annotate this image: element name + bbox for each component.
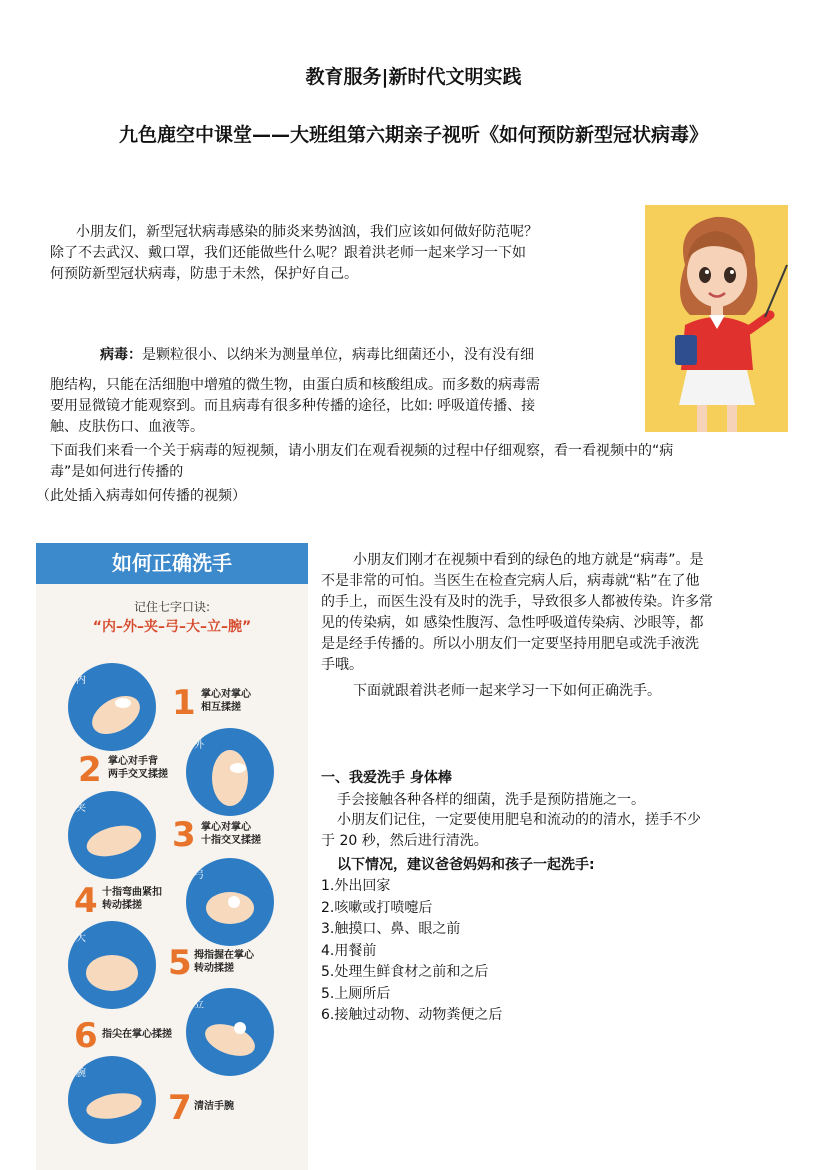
- step-text-line: 转动揉搓: [102, 900, 142, 911]
- list-item: 6.接触过动物、动物粪便之后: [321, 1007, 503, 1023]
- step-2-text: [108, 755, 168, 781]
- step-6-hands-image: [186, 988, 274, 1076]
- step-text-line: 十指弯曲紧扣: [102, 887, 162, 898]
- list-item: 4.用餐前: [321, 942, 377, 959]
- step-label: 大: [76, 933, 86, 944]
- section-subheading: 以下情况，建议爸爸妈妈和孩子一起洗手:: [337, 857, 595, 873]
- page-subtitle: 九色鹿空中课堂——大班组第六期亲子视听《如何预防新型冠状病毒》: [118, 124, 708, 146]
- intro-paragraph: [50, 222, 635, 285]
- step-text-line: 掌心对掌心: [201, 822, 251, 833]
- video-line: 毒”是如何进行传播的: [50, 464, 184, 480]
- step-1-text: [201, 688, 251, 714]
- section-paragraph: [321, 810, 777, 852]
- handwash-lead-in: 下面就跟着洪老师一起来学习一下如何正确洗手。: [353, 683, 661, 699]
- handwash-intro-paragraph: [321, 550, 777, 676]
- step-text-line: 掌心对手背: [108, 756, 158, 767]
- step-2-number: 2: [78, 750, 102, 790]
- step-text-line: 十指交叉揉搓: [201, 835, 261, 846]
- step-4-hands-image: [186, 858, 274, 946]
- section-title: 一、我爱洗手 身体棒: [321, 770, 452, 786]
- video-placeholder-note: （此处插入病毒如何传播的视频）: [36, 488, 246, 504]
- virus-line: 要用显微镜才能观察到。而且病毒有很多种传播的途径，比如: 呼吸道传播、接: [50, 398, 536, 414]
- step-7-text: 清洁手腕: [194, 1101, 234, 1112]
- step-label: 立: [194, 1000, 204, 1011]
- para-line: 小朋友们刚才在视频中看到的绿色的地方就是“病毒”。是: [353, 552, 704, 568]
- handwash-infographic: [36, 543, 308, 1170]
- page-title: 教育服务|新时代文明实践: [305, 66, 522, 88]
- step-label: 弓: [194, 870, 204, 881]
- list-item: 5.处理生鲜食材之前和之后: [321, 964, 489, 980]
- step-text-line: 拇指握在掌心: [194, 950, 254, 961]
- list-item: 2.咳嗽或打喷嚏后: [321, 899, 433, 916]
- handwash-slogan: “内–外–夹–弓–大–立–腕”: [92, 619, 252, 635]
- para-line: 小朋友们记住，一定要使用肥皂和流动的的清水，搓手不少: [337, 812, 701, 828]
- list-item: 3.触摸口、鼻、眼之前: [321, 921, 461, 937]
- step-7-hands-image: [68, 1056, 156, 1144]
- virus-line: 胞结构，只能在活细胞中增殖的微生物，由蛋白质和核酸组成。而多数的病毒需: [50, 377, 540, 393]
- virus-definition: [50, 344, 635, 438]
- step-label: 内: [76, 675, 86, 686]
- step-5-hands-image: [68, 921, 156, 1009]
- virus-first-line: [50, 344, 635, 366]
- virus-def: 是颗粒很小、以纳米为测量单位，病毒比细菌还小，没有没有细: [142, 347, 534, 363]
- handwash-occasions-list: [321, 876, 502, 1027]
- intro-line: 除了不去武汉、戴口罩，我们还能做些什么呢？跟着洪老师一起来学习一下如: [50, 245, 526, 261]
- virus-line: 触、皮肤伤口、血液等。: [50, 419, 204, 435]
- para-line: 手哦。: [321, 657, 363, 673]
- step-label: 外: [194, 740, 204, 751]
- step-5-number: 5: [168, 943, 192, 983]
- step-4-number: 4: [74, 881, 98, 921]
- step-6-number: 6: [74, 1016, 98, 1056]
- para-line: 于 20 秒，然后进行清洗。: [321, 833, 488, 849]
- step-text-line: 掌心对掌心: [201, 689, 251, 700]
- handwash-heading: 如何正确洗手: [36, 543, 308, 584]
- para-line: 是是经手传播的。所以小朋友们一定要坚持用肥皂或洗手液洗: [321, 636, 699, 652]
- video-line: 下面我们来看一个关于病毒的短视频，请小朋友们在观看视频的过程中仔细观察，看一看视频中的“病: [50, 443, 674, 459]
- para-line: 的手上，而医生没有及时的洗手，导致很多人都被传染。许多常: [321, 594, 713, 610]
- step-3-hands-image: [68, 791, 156, 879]
- handwash-subheading: 记住七字口诀:: [133, 600, 211, 614]
- video-intro: [50, 441, 780, 483]
- para-line: 见的传染病，如 感染性腹泻、急性呼吸道传染病、沙眼等，都: [321, 615, 704, 631]
- step-1-hands-image: [68, 663, 156, 751]
- list-item: 5.上厕所后: [321, 985, 391, 1002]
- step-7-number: 7: [168, 1088, 192, 1128]
- virus-term: 病毒：: [100, 347, 142, 363]
- list-item: 1.外出回家: [321, 878, 391, 894]
- intro-line: 何预防新型冠状病毒，防患于未然，保护好自己。: [50, 266, 358, 282]
- step-text-line: 相互揉搓: [201, 702, 241, 713]
- step-text-line: 转动揉搓: [194, 963, 234, 974]
- step-3-text: [201, 821, 261, 847]
- intro-line: 小朋友们，新型冠状病毒感染的肺炎来势汹汹，我们应该如何做好防范呢？: [76, 224, 538, 240]
- step-5-text: [194, 949, 254, 975]
- step-label: 夹: [76, 803, 86, 814]
- step-text-line: 两手交叉揉搓: [108, 769, 168, 780]
- step-4-text: [102, 886, 162, 912]
- step-label: 腕: [76, 1068, 86, 1079]
- para-line: 不是非常的可怕。当医生在检查完病人后，病毒就“粘”在了他: [321, 573, 700, 589]
- step-1-number: 1: [172, 683, 196, 723]
- step-6-text: 指尖在掌心揉搓: [102, 1029, 172, 1040]
- teacher-illustration: [645, 205, 788, 432]
- step-2-hands-image: [186, 728, 274, 816]
- section-paragraph: 手会接触各种各样的细菌，洗手是预防措施之一。: [337, 792, 645, 808]
- step-3-number: 3: [172, 815, 196, 855]
